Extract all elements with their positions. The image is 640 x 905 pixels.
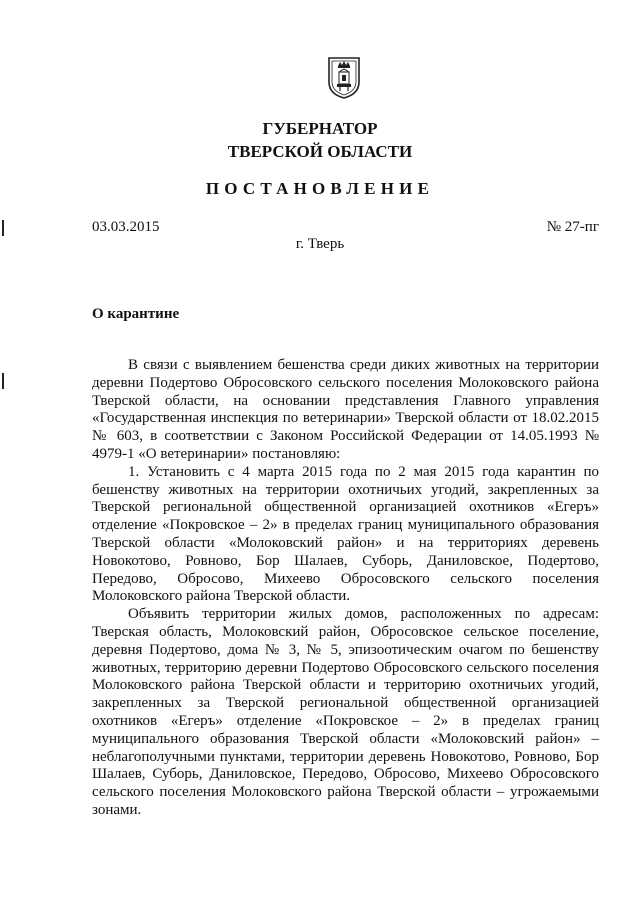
document-body	[92, 357, 599, 820]
scan-margin-mark	[2, 373, 4, 389]
document-subject: О карантине	[92, 306, 180, 322]
document-number: № 27-пг	[546, 219, 599, 235]
issuer-region: ТВЕРСКОЙ ОБЛАСТИ	[227, 142, 413, 161]
issuer-title: ГУБЕРНАТОР	[262, 119, 378, 138]
document-type: ПОСТАНОВЛЕНИЕ	[205, 179, 435, 198]
issuer-heading	[0, 117, 640, 163]
paragraph: В связи с выявлением бешенства среди диких животных на территории деревни Подертово Обросовского сельского поселения Молоковского района Тверской области, на основании представления Главного управления «Государственная инспекция по ветеринарии» Тверской области от 18.02.2015 № 603, в соответствии с Законом Российской Федерации от 14.05.1993 № 4979-1 «О ветеринарии» постановляю:	[92, 357, 599, 462]
coat-of-arms-icon	[327, 56, 361, 100]
paragraph: 1. Установить с 4 марта 2015 года по 2 мая 2015 года карантин по бешенству животных на территории охотничьих угодий, закрепленных за Тверской региональной общественной организацией охотников «Егеръ» отделение «Покровское – 2» в пределах границ муниципального образования Тверской области «Молоковский район» и на территориях деревень Новокотово, Ровново, Бор Шалаев, Суборь, Даниловское, Подертово, Передово, Обросово, Михеево Обросовского сельского поселения Молоковского района Тверской области.	[92, 463, 599, 605]
scan-margin-mark	[2, 220, 4, 236]
paragraph: Объявить территории жилых домов, расположенных по адресам: Тверская область, Молоковский район, Обросовское сельское поселение, деревня Подертово, дома № 3, № 5, эпизоотическим очагом по бешенству животных, территорию деревни Подертово Обросовского сельского поселения Молоковского района Тверской области и территорию охотничьих угодий, закрепленных за Тверской региональной общественной организацией охотников «Егеръ» отделение «Покровское – 2» в пределах границ муниципального образования Тверской области «Молоковский район» – неблагополучными пунктами, территории деревень Новокотово, Ровново, Бор Шалаев, Суборь, Даниловское, Передово, Обросово, Михеево Обросовского сельского поселения Молоковского района Тверской области – угрожаемыми зонами.	[92, 606, 599, 818]
document-date: 03.03.2015	[92, 219, 160, 235]
document-city: г. Тверь	[295, 236, 345, 252]
